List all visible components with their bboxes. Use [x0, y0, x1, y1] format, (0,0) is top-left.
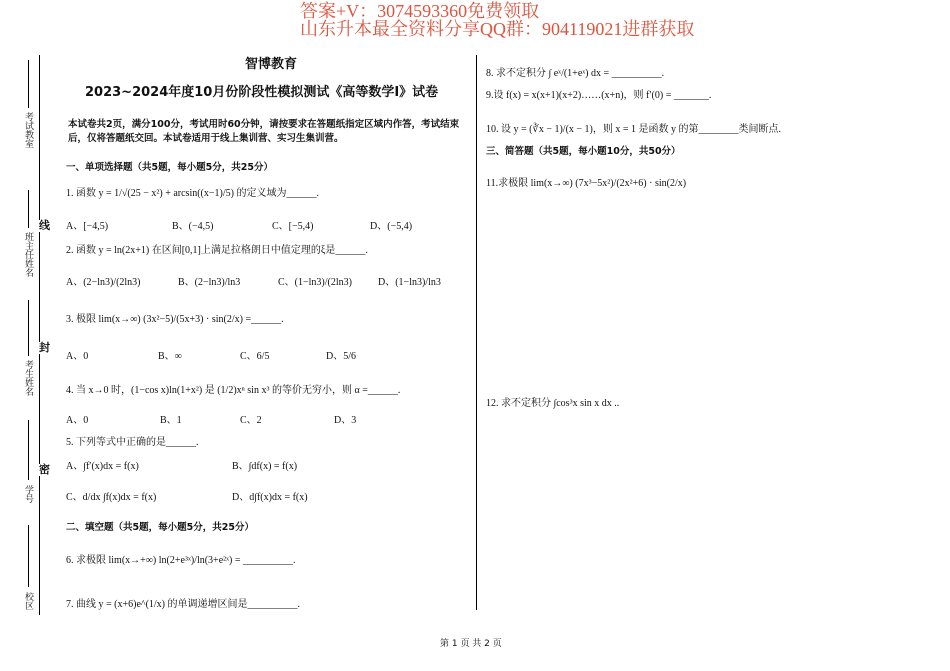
question-5: 5. 下列等式中正确的是______.	[66, 437, 199, 448]
q1-option-d: D、(−5,4)	[370, 221, 413, 232]
teacher-fill-line	[28, 190, 29, 228]
q2-option-b: B、(2−ln3)/ln3	[178, 277, 241, 288]
binding-line	[39, 55, 40, 615]
label-campus: 校区	[23, 592, 33, 610]
campus-fill-line	[28, 525, 29, 587]
seal-char-seal: 封	[39, 341, 50, 354]
exam-instructions: 本试卷共2页，满分100分，考试用时60分钟，请按要求在答题纸指定区域内作答，考试结束后，仅将答题纸交回。本试卷适用于线上集训营、实习生集训营。	[68, 119, 460, 144]
exam-title: 2023~2024年度10月份阶段性模拟测试《高等数学I》试卷	[85, 85, 439, 100]
question-6: 6. 求极限 lim(x→+∞) ln(2+e³ˣ)/ln(3+e²ˣ) = __________.	[66, 555, 296, 566]
q5-option-c: C、d/dx ∫f(x)dx = f(x)	[66, 492, 157, 503]
q2-option-c: C、(1−ln3)/(2ln3)	[278, 277, 352, 288]
question-11: 11.求极限 lim(x→∞) (7x³−5x²)/(2x²+6) · sin(2/x)	[486, 178, 687, 189]
q4-option-a: A、0	[66, 415, 89, 426]
label-student-name: 考生姓名	[23, 360, 33, 396]
q3-option-b: B、∞	[158, 351, 182, 362]
seal-char-line: 线	[39, 219, 50, 232]
label-exam-room: 考试教室	[23, 112, 33, 148]
q3-option-c: C、6/5	[240, 351, 270, 362]
page-number: 第 1 页 共 2 页	[440, 639, 502, 649]
q5-option-a: A、∫f′(x)dx = f(x)	[66, 461, 139, 472]
column-divider	[476, 55, 477, 610]
question-3: 3. 极限 lim(x→∞) (3x²−5)/(5x+3) · sin(2/x) =______.	[66, 314, 284, 325]
section-1-heading: 一、单项选择题（共5题，每小题5分，共25分）	[66, 162, 273, 173]
q3-option-d: D、5/6	[326, 351, 356, 362]
q5-option-b: B、∫df(x) = f(x)	[232, 461, 298, 472]
org-name: 智博教育	[245, 57, 298, 72]
watermark-line-1: 答案+V：3074593360免费领取	[300, 1, 540, 21]
q4-option-c: C、2	[240, 415, 262, 426]
section-2-heading: 二、填空题（共5题，每小题5分，共25分）	[66, 522, 254, 533]
q2-option-a: A、(2−ln3)/(2ln3)	[66, 277, 141, 288]
question-8: 8. 求不定积分 ∫ eˣ/(1+eˣ) dx = __________.	[486, 68, 665, 79]
q4-option-b: B、1	[160, 415, 182, 426]
q5-option-d: D、d∫f(x)dx = f(x)	[232, 492, 308, 503]
q1-option-c: C、[−5,4)	[272, 221, 314, 232]
student-fill-line	[28, 300, 29, 356]
question-4: 4. 当 x→0 时，(1−cos x)ln(1+x²) 是 (1/2)xⁿ sin x³ 的等价无穷小，则 α =______.	[66, 385, 401, 396]
q1-option-b: B、(−4,5)	[172, 221, 214, 232]
seal-char-dense: 密	[39, 463, 50, 476]
label-student-id: 学号	[23, 485, 33, 503]
question-12: 12. 求不定积分 ∫cos³x sin x dx ..	[486, 398, 620, 409]
section-3-heading: 三、简答题（共5题，每小题10分，共50分）	[486, 146, 681, 157]
question-7: 7. 曲线 y = (x+6)e^(1/x) 的单调递增区间是__________.	[66, 599, 301, 610]
watermark-line-2: 山东升本最全资料分享QQ群：904119021进群获取	[300, 19, 695, 39]
q1-option-a: A、[−4,5)	[66, 221, 109, 232]
question-9: 9.设 f(x) = x(x+1)(x+2)……(x+n)，则 f′(0) = _______.	[486, 90, 712, 101]
q3-option-a: A、0	[66, 351, 89, 362]
question-2: 2. 函数 y = ln(2x+1) 在区间[0,1]上满足拉格朗日中值定理的ξ是______.	[66, 245, 368, 256]
q4-option-d: D、3	[334, 415, 357, 426]
exam-room-fill-line	[28, 60, 29, 108]
label-teacher-name: 班主任姓名	[23, 232, 33, 277]
question-1: 1. 函数 y = 1/√(25 − x²) + arcsin((x−1)/5) 的定义域为______.	[66, 188, 319, 199]
question-10: 10. 设 y = (∛x − 1)/(x − 1)，则 x = 1 是函数 y 的第________类间断点.	[486, 124, 782, 135]
binding-margin	[0, 0, 60, 671]
id-fill-line	[28, 420, 29, 480]
q2-option-d: D、(1−ln3)/ln3	[378, 277, 441, 288]
